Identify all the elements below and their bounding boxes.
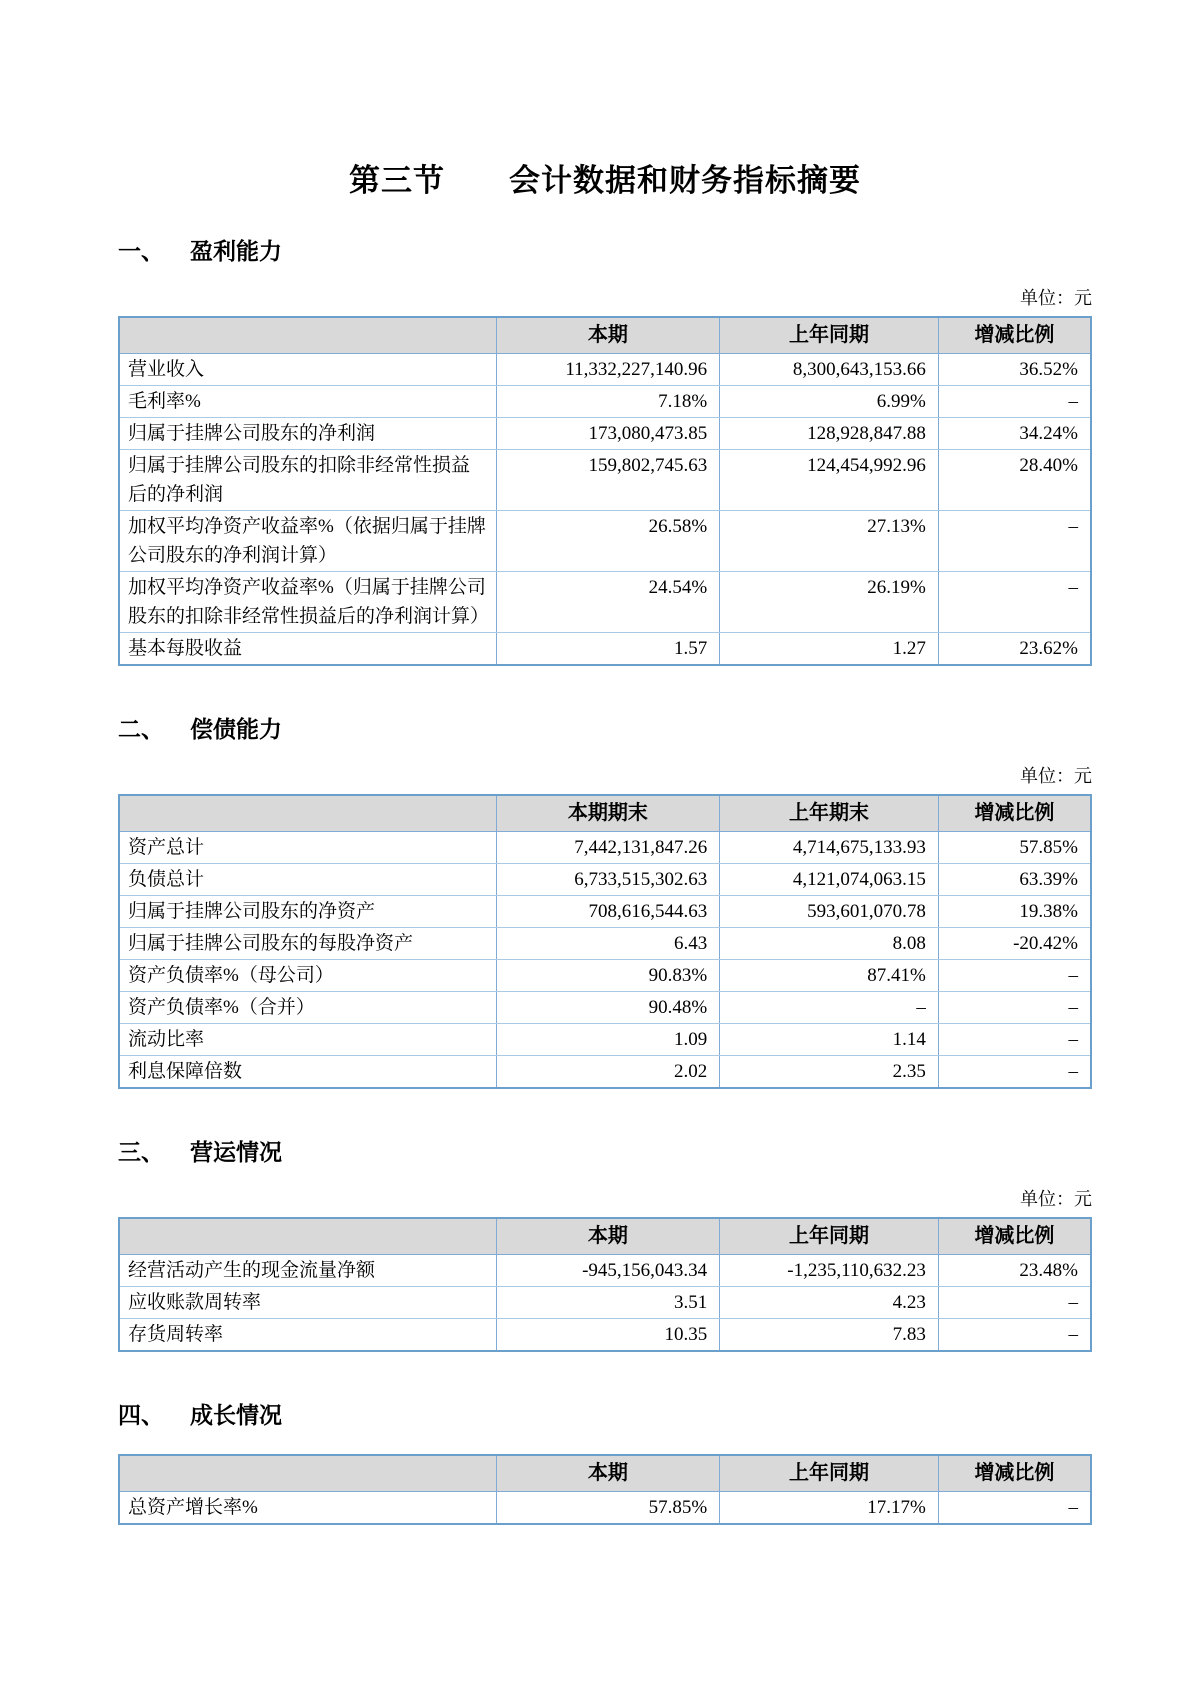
column-header (119, 1455, 496, 1492)
column-header: 上年期末 (720, 795, 939, 832)
table-row (119, 1255, 1091, 1287)
cell-value: 4.23 (720, 1287, 939, 1319)
row-label: 基本每股收益 (119, 633, 496, 666)
cell-value: – (938, 960, 1091, 992)
cell-value: 34.24% (938, 418, 1091, 450)
header-row (119, 1218, 1091, 1255)
table-row (119, 1319, 1091, 1352)
cell-value: 4,121,074,063.15 (720, 864, 939, 896)
section-title: 偿债能力 (190, 716, 282, 742)
section-growth (118, 1402, 1092, 1525)
column-header: 本期期末 (496, 795, 720, 832)
table-row (119, 450, 1091, 511)
section-number: 三、 (118, 1139, 164, 1165)
cell-value: 593,601,070.78 (720, 896, 939, 928)
cell-value: 2.02 (496, 1056, 720, 1089)
cell-value: – (720, 992, 939, 1024)
cell-value: 708,616,544.63 (496, 896, 720, 928)
cell-value: 124,454,992.96 (720, 450, 939, 511)
row-label: 归属于挂牌公司股东的每股净资产 (119, 928, 496, 960)
row-label: 负债总计 (119, 864, 496, 896)
column-header (119, 1218, 496, 1255)
header-row (119, 317, 1091, 354)
cell-value: 87.41% (720, 960, 939, 992)
column-header: 本期 (496, 1455, 720, 1492)
table-wrapper (118, 1454, 1092, 1525)
cell-value: 3.51 (496, 1287, 720, 1319)
table-row (119, 511, 1091, 572)
column-header (119, 317, 496, 354)
cell-value: -1,235,110,632.23 (720, 1255, 939, 1287)
table-row (119, 864, 1091, 896)
cell-value: – (938, 386, 1091, 418)
section-profitability (118, 238, 1092, 666)
cell-value: – (938, 1319, 1091, 1352)
cell-value: 8.08 (720, 928, 939, 960)
row-label: 总资产增长率% (119, 1492, 496, 1525)
table-row (119, 386, 1091, 418)
growth-table (118, 1454, 1092, 1525)
cell-value: 7.83 (720, 1319, 939, 1352)
row-label: 资产负债率%（合并） (119, 992, 496, 1024)
section-title: 营运情况 (190, 1139, 282, 1165)
cell-value: 1.27 (720, 633, 939, 666)
cell-value: – (938, 992, 1091, 1024)
table-wrapper (118, 794, 1092, 1089)
section-heading (118, 238, 1092, 264)
cell-value: – (938, 1024, 1091, 1056)
section-title: 盈利能力 (190, 238, 282, 264)
header-row (119, 795, 1091, 832)
cell-value: -20.42% (938, 928, 1091, 960)
cell-value: 19.38% (938, 896, 1091, 928)
cell-value: 6.99% (720, 386, 939, 418)
cell-value: 23.48% (938, 1255, 1091, 1287)
cell-value: – (938, 1287, 1091, 1319)
column-header: 上年同期 (720, 1455, 939, 1492)
cell-value: 28.40% (938, 450, 1091, 511)
column-header: 增减比例 (938, 317, 1091, 354)
cell-value: 128,928,847.88 (720, 418, 939, 450)
cell-value: 7.18% (496, 386, 720, 418)
unit-label: 单位：元 (1020, 1189, 1092, 1209)
row-label: 加权平均净资产收益率%（归属于挂牌公司股东的扣除非经常性损益后的净利润计算） (119, 572, 496, 633)
table-row (119, 354, 1091, 386)
cell-value: – (938, 1056, 1091, 1089)
cell-value: – (938, 1492, 1091, 1525)
section-title: 成长情况 (190, 1402, 282, 1428)
table-row (119, 896, 1091, 928)
table-row (119, 572, 1091, 633)
cell-value: 7,442,131,847.26 (496, 832, 720, 864)
cell-value: 10.35 (496, 1319, 720, 1352)
table-wrapper (118, 1217, 1092, 1352)
page-title: 第三节 会计数据和财务指标摘要 (349, 163, 861, 198)
cell-value: 4,714,675,133.93 (720, 832, 939, 864)
row-label: 归属于挂牌公司股东的净利润 (119, 418, 496, 450)
cell-value: 8,300,643,153.66 (720, 354, 939, 386)
section-solvency (118, 716, 1092, 1089)
row-label: 经营活动产生的现金流量净额 (119, 1255, 496, 1287)
cell-value: -945,156,043.34 (496, 1255, 720, 1287)
cell-value: 23.62% (938, 633, 1091, 666)
table-row (119, 960, 1091, 992)
table-row (119, 992, 1091, 1024)
header-row (119, 1455, 1091, 1492)
column-header: 增减比例 (938, 1455, 1091, 1492)
row-label: 应收账款周转率 (119, 1287, 496, 1319)
row-label: 归属于挂牌公司股东的净资产 (119, 896, 496, 928)
row-label: 归属于挂牌公司股东的扣除非经常性损益后的净利润 (119, 450, 496, 511)
unit-label: 单位：元 (1020, 288, 1092, 308)
column-header: 增减比例 (938, 1218, 1091, 1255)
row-label: 资产负债率%（母公司） (119, 960, 496, 992)
section-number: 二、 (118, 716, 164, 742)
column-header: 上年同期 (720, 317, 939, 354)
operations-table (118, 1217, 1092, 1352)
cell-value: 57.85% (938, 832, 1091, 864)
section-operations (118, 1139, 1092, 1352)
cell-value: – (938, 572, 1091, 633)
table-row (119, 1056, 1091, 1089)
cell-value: 11,332,227,140.96 (496, 354, 720, 386)
cell-value: 6,733,515,302.63 (496, 864, 720, 896)
row-label: 毛利率% (119, 386, 496, 418)
unit-label: 单位：元 (1020, 766, 1092, 786)
cell-value: 57.85% (496, 1492, 720, 1525)
table-wrapper (118, 316, 1092, 666)
section-heading (118, 1139, 1092, 1165)
cell-value: 159,802,745.63 (496, 450, 720, 511)
column-header (119, 795, 496, 832)
cell-value: 36.52% (938, 354, 1091, 386)
table-row (119, 1492, 1091, 1525)
cell-value: 90.83% (496, 960, 720, 992)
cell-value: 27.13% (720, 511, 939, 572)
cell-value: 2.35 (720, 1056, 939, 1089)
profitability-table (118, 316, 1092, 666)
row-label: 存货周转率 (119, 1319, 496, 1352)
row-label: 营业收入 (119, 354, 496, 386)
column-header: 上年同期 (720, 1218, 939, 1255)
column-header: 增减比例 (938, 795, 1091, 832)
cell-value: 6.43 (496, 928, 720, 960)
cell-value: 1.14 (720, 1024, 939, 1056)
table-row (119, 1287, 1091, 1319)
table-row (119, 832, 1091, 864)
table-row (119, 928, 1091, 960)
cell-value: 63.39% (938, 864, 1091, 896)
table-row (119, 633, 1091, 666)
row-label: 加权平均净资产收益率%（依据归属于挂牌公司股东的净利润计算） (119, 511, 496, 572)
cell-value: 26.19% (720, 572, 939, 633)
table-row (119, 418, 1091, 450)
cell-value: 1.09 (496, 1024, 720, 1056)
cell-value: – (938, 511, 1091, 572)
row-label: 资产总计 (119, 832, 496, 864)
section-number: 四、 (118, 1402, 164, 1428)
row-label: 流动比率 (119, 1024, 496, 1056)
section-number: 一、 (118, 238, 164, 264)
cell-value: 26.58% (496, 511, 720, 572)
table-row (119, 1024, 1091, 1056)
column-header: 本期 (496, 1218, 720, 1255)
cell-value: 90.48% (496, 992, 720, 1024)
section-heading (118, 1402, 1092, 1428)
row-label: 利息保障倍数 (119, 1056, 496, 1089)
cell-value: 17.17% (720, 1492, 939, 1525)
cell-value: 1.57 (496, 633, 720, 666)
cell-value: 24.54% (496, 572, 720, 633)
cell-value: 173,080,473.85 (496, 418, 720, 450)
section-heading (118, 716, 1092, 742)
column-header: 本期 (496, 317, 720, 354)
solvency-table (118, 794, 1092, 1089)
